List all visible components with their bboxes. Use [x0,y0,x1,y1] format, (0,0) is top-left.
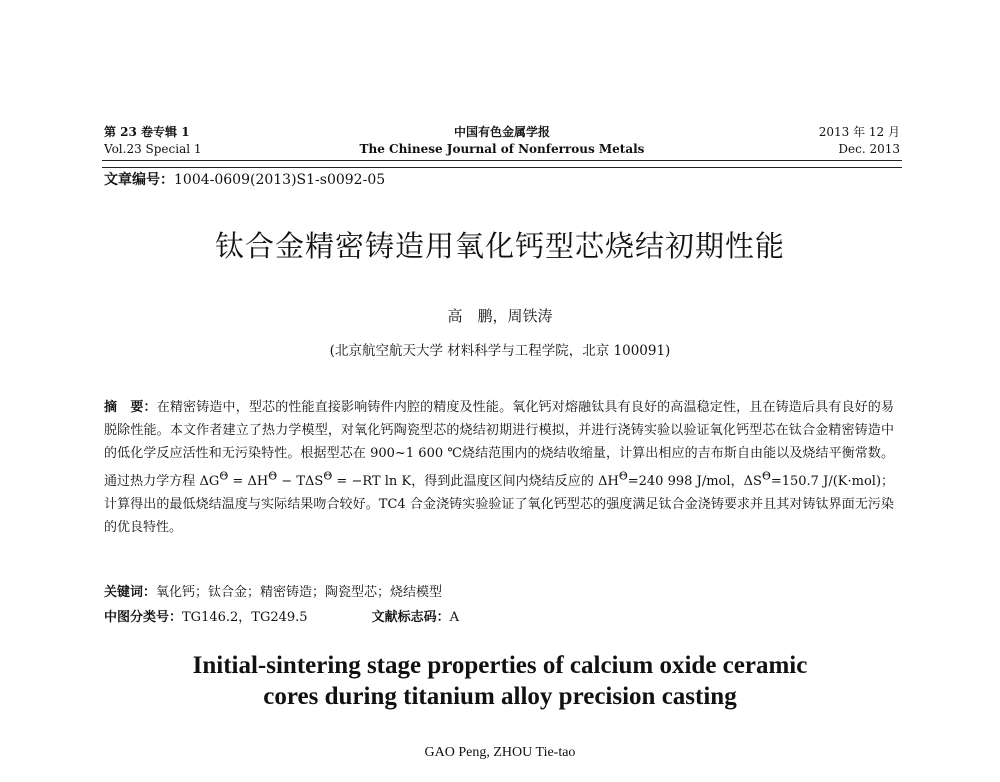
classification-label: 中图分类号： [104,610,183,625]
header-journal [102,124,902,158]
header-date-cn: 2013 年 12 月 [818,125,900,139]
header-date [819,124,900,158]
abstract-text: 在精密铸造中，型芯的性能直接影响铸件内腔的精度及性能。氧化钙对熔融钛具有良好的高温稳定性，且在铸造后具有良好的易脱除性能。本文作者建立了热力学模型，对氧化钙陶瓷型芯的烧结初期进行模拟，并进行浇铸实验以验证氧化钙型芯在钛合金精密铸造中的低化学反应活性和无污染特性。根据型芯在 900~1 600 ℃烧结范围内的烧结收缩量，计算出相应的吉布斯自由能以及烧结平衡常数。通过热力学方程 $\Delta G^\Theta = \Delta H^\Theta - T\Delta S^\Theta = -RT$ ln K，得到此温度区间内烧结反应的 $\Delta H^\Theta=240$ 998 J/mol，$\Delta S^\Theta=150.7$ J/(K·mol)；计算得出的最低烧结温度与实际结果吻合较好。TC4 合金浇铸实验验证了氧化钙型芯的强度满足钛合金浇铸要求并且其对铸钛界面无污染的优良特性。 [104,400,895,536]
authors-cn: 高 鹏，周铁涛 [447,307,553,325]
document-code-label: 文献标志码： [371,610,450,625]
journal-header [102,124,902,170]
header-journal-cn: 中国有色金属学报 [453,125,550,139]
abstract-cn [104,396,894,539]
keywords-label: 关键词： [104,585,157,600]
header-journal-en: The Chinese Journal of Nonferrous Metals [359,142,645,156]
document-code-value: A [449,610,459,625]
paper-title-en [0,650,1000,712]
authors-en: GAO Peng, ZHOU Tie-tao [424,745,576,760]
paper-title-en-line2: cores during titanium alloy precision casting [263,683,737,710]
paper-title-en-line1: Initial-sintering stage properties of calcium oxide ceramic [192,652,808,679]
affiliation-cn: (北京航空航天大学 材料科学与工程学院，北京 100091) [329,343,671,359]
header-volume-cn: 第 23 卷专辑 1 [104,125,190,139]
abstract-label: 摘 要： [104,400,157,415]
header-date-en: Dec. 2013 [838,142,900,156]
header-volume-en: Vol.23 Special 1 [104,142,202,156]
article-number-label: 文章编号： [104,172,174,188]
header-rule-top [102,160,902,161]
article-number [104,170,385,190]
paper-title-cn: 钛合金精密铸造用氧化钙型芯烧结初期性能 [214,229,785,263]
keywords-value: 氧化钙；钛合金；精密铸造；陶瓷型芯；烧结模型 [156,585,443,600]
classification-value: TG146.2，TG249.5 [182,610,308,625]
keywords-cn [104,583,442,603]
header-rule-bottom [102,167,902,168]
classification-line [104,608,459,628]
article-number-value: 1004-0609(2013)S1-s0092-05 [174,172,386,188]
